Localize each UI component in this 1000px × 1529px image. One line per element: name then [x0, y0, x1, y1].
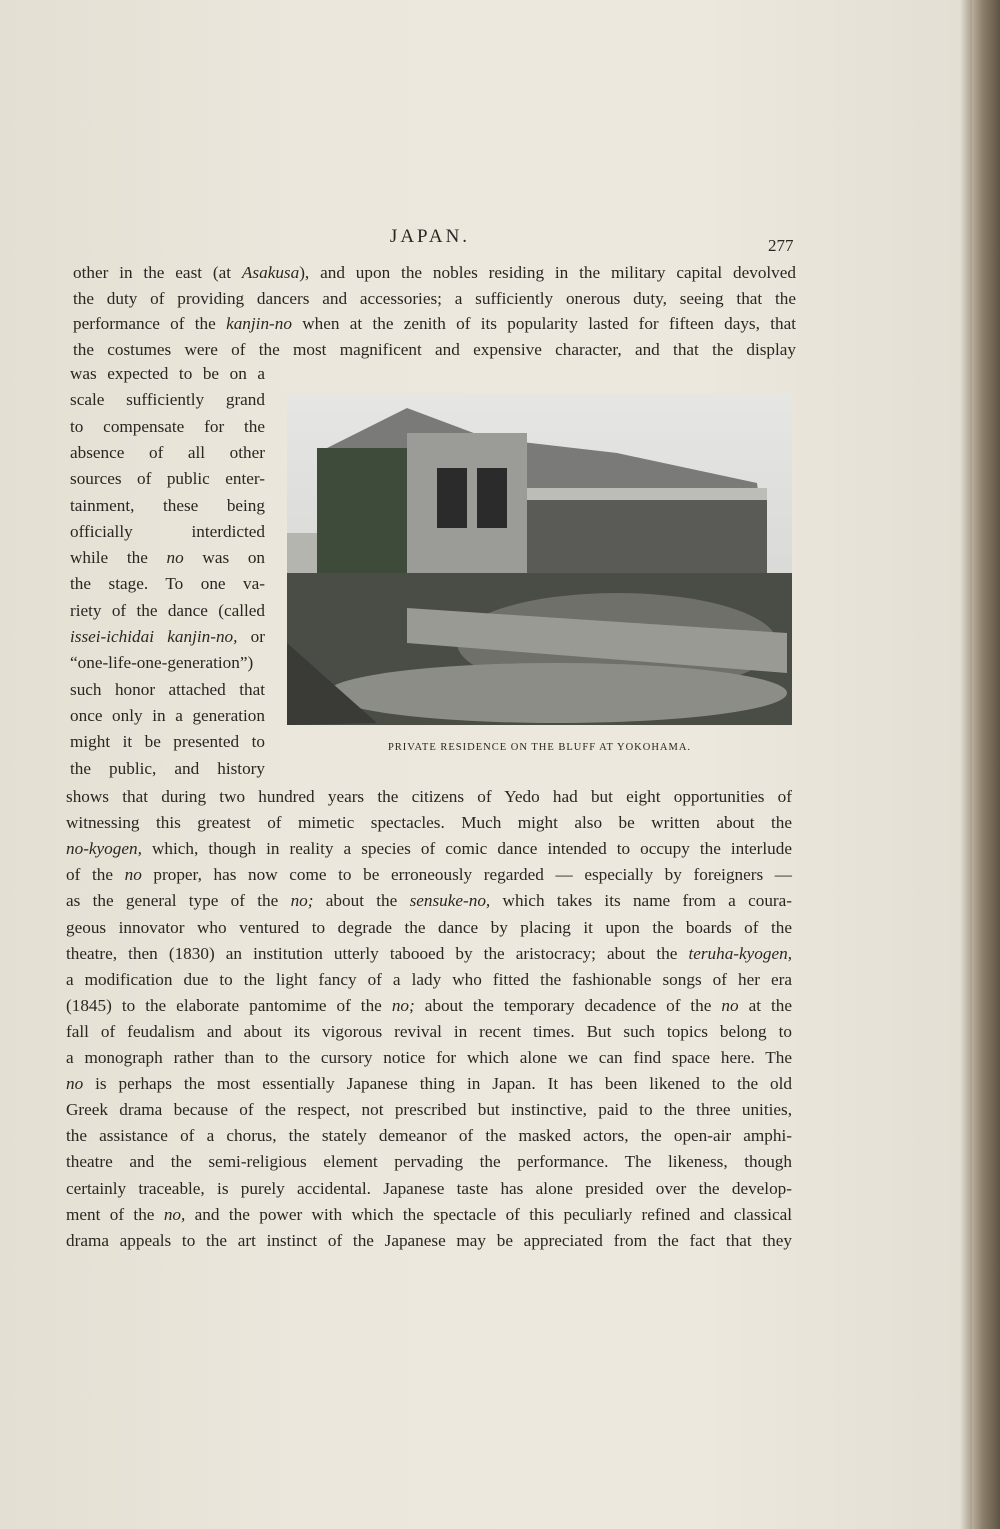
text-line [70, 574, 265, 594]
italic-term: no [124, 865, 142, 885]
text-run: sources of public enter- [70, 469, 265, 489]
text-run: was expected to be on a [70, 364, 265, 383]
text-line [70, 522, 265, 542]
text-line [66, 1231, 792, 1251]
text-run: about the [313, 891, 410, 911]
italic-term: no; [290, 891, 314, 911]
text-line [70, 548, 265, 568]
text-run: witnessing this greatest of mimetic spectacles. Much might also be written about the [66, 813, 792, 833]
text-run: about the temporary decadence of the [414, 995, 722, 1015]
running-header: JAPAN. [389, 226, 471, 247]
text-run: a modification due to the light fancy of a lady who fitted the fashionable songs of her era [66, 969, 792, 989]
italic-term: issei-ichidai kanjin-no, [70, 627, 238, 646]
text-line [66, 1179, 792, 1199]
text-line [66, 1205, 792, 1225]
text-line [70, 732, 265, 752]
italic-term: sensuke-no, [409, 891, 491, 911]
text-run: which, though in reality a species of comic dance intended to occupy the interlude [141, 839, 792, 859]
text-line [66, 1048, 792, 1068]
text-line [66, 865, 792, 885]
text-run: riety of the dance (called [70, 600, 265, 620]
text-run: the costumes were of the most magnificent and expensive character, and that the display [73, 339, 796, 359]
text-run: (1845) to the elaborate pantomime of the [66, 995, 392, 1015]
text-run: other in the east (at [73, 263, 242, 282]
text-line [66, 944, 792, 964]
text-run: officially interdicted [70, 521, 265, 541]
text-run: as the general type of the [66, 891, 291, 911]
text-line [70, 417, 265, 437]
text-line [66, 918, 792, 938]
text-run: performance of the [73, 314, 227, 333]
text-run: the assistance of a chorus, the stately demeanor of the masked actors, the open-air amphi- [66, 1126, 792, 1146]
text-line [66, 839, 792, 859]
text-run: which takes its name from a coura- [490, 891, 793, 911]
text-run: ), and upon the nobles residing in the military capital devolved [299, 263, 796, 282]
text-line [70, 364, 265, 384]
text-run: absence of all other [70, 442, 265, 462]
text-run: might it be presented to [70, 732, 265, 752]
italic-term: no, [163, 1204, 186, 1224]
italic-term: no [721, 995, 739, 1015]
text-run: or [237, 627, 265, 646]
text-line [66, 1022, 792, 1042]
text-run: theatre, then (1830) an institution utterly tabooed by the aristocracy; about the [66, 943, 689, 963]
italic-term: no; [391, 995, 415, 1015]
text-run: proper, has now come to be erroneously regarded — especially by foreigners — [141, 865, 792, 885]
text-run: and the power with which the spectacle of this peculiarly refined and classical [185, 1204, 793, 1224]
text-line [66, 970, 792, 990]
italic-term: teruha-kyogen, [688, 943, 792, 963]
text-line [70, 627, 265, 647]
italic-term: Asakusa [241, 263, 300, 282]
italic-term: no-kyogen, [66, 839, 142, 859]
italic-term: kanjin-no [226, 314, 292, 333]
figure-caption: PRIVATE RESIDENCE ON THE BLUFF AT YOKOHAMA. [387, 742, 692, 753]
text-line [66, 891, 792, 911]
text-line [66, 996, 792, 1016]
text-run: fall of feudalism and about its vigorous revival in recent times. But such topics belong to [66, 1021, 792, 1041]
italic-term: no [166, 548, 184, 568]
text-run: at the [738, 995, 793, 1015]
text-run: shows that during two hundred years the citizens of Yedo had but eight opportunities of [66, 787, 792, 806]
text-run: theatre and the semi-religious element pervading the performance. The likeness, though [66, 1152, 792, 1172]
text-line [70, 469, 265, 489]
text-run: ment of the [66, 1204, 164, 1224]
text-run: the duty of providing dancers and accessories; a sufficiently onerous duty, seeing that the [73, 288, 796, 308]
text-run: when at the zenith of its popularity lasted for fifteen days, that [291, 314, 796, 333]
text-line [70, 680, 265, 700]
text-run: of the [66, 865, 125, 885]
text-line [73, 263, 796, 283]
text-run: the stage. To one va- [70, 574, 265, 594]
text-run: once only in a generation [70, 705, 265, 725]
text-line [70, 496, 265, 516]
text-run: Greek drama because of the respect, not prescribed but instinctive, paid to the three unities, [66, 1100, 792, 1120]
page-number: 277 [768, 236, 794, 255]
text-line [70, 390, 265, 410]
text-run: “one-life-one-generation”) [70, 653, 254, 673]
text-run: while the [70, 548, 167, 568]
text-line [70, 601, 265, 621]
text-run: such honor attached that [70, 679, 265, 699]
italic-term: no [66, 1074, 84, 1094]
text-run: geous innovator who ventured to degrade the dance by placing it upon the boards of the [66, 917, 792, 937]
text-line [70, 443, 265, 463]
text-line [70, 706, 265, 726]
book-page-edge [972, 0, 1000, 1529]
text-run: scale sufficiently grand [70, 390, 265, 410]
text-line [70, 653, 265, 673]
text-line [66, 1100, 792, 1120]
text-line [66, 813, 792, 833]
text-line [66, 1152, 792, 1172]
text-line [70, 759, 265, 779]
house-garden-image [287, 393, 792, 725]
text-run: is perhaps the most essentially Japanese thing in Japan. It has been likened to the old [83, 1074, 792, 1094]
text-line [73, 340, 796, 360]
photograph-residence [287, 393, 792, 725]
text-run: was on [183, 548, 266, 568]
text-run: the public, and history [70, 758, 265, 778]
text-line [66, 1126, 792, 1146]
text-run: drama appeals to the art instinct of the Japanese may be appreciated from the fact that they [66, 1230, 792, 1250]
text-run: to compensate for the [70, 416, 265, 436]
text-run: certainly traceable, is purely accidental. Japanese taste has alone presided over the develop- [66, 1178, 792, 1198]
text-line [73, 314, 796, 334]
text-run: tainment, these being [70, 495, 265, 515]
text-line [66, 1074, 792, 1094]
text-line [73, 289, 796, 309]
text-run: a monograph rather than to the cursory notice for which alone we can find space here. The [66, 1048, 792, 1067]
text-line [66, 787, 792, 807]
